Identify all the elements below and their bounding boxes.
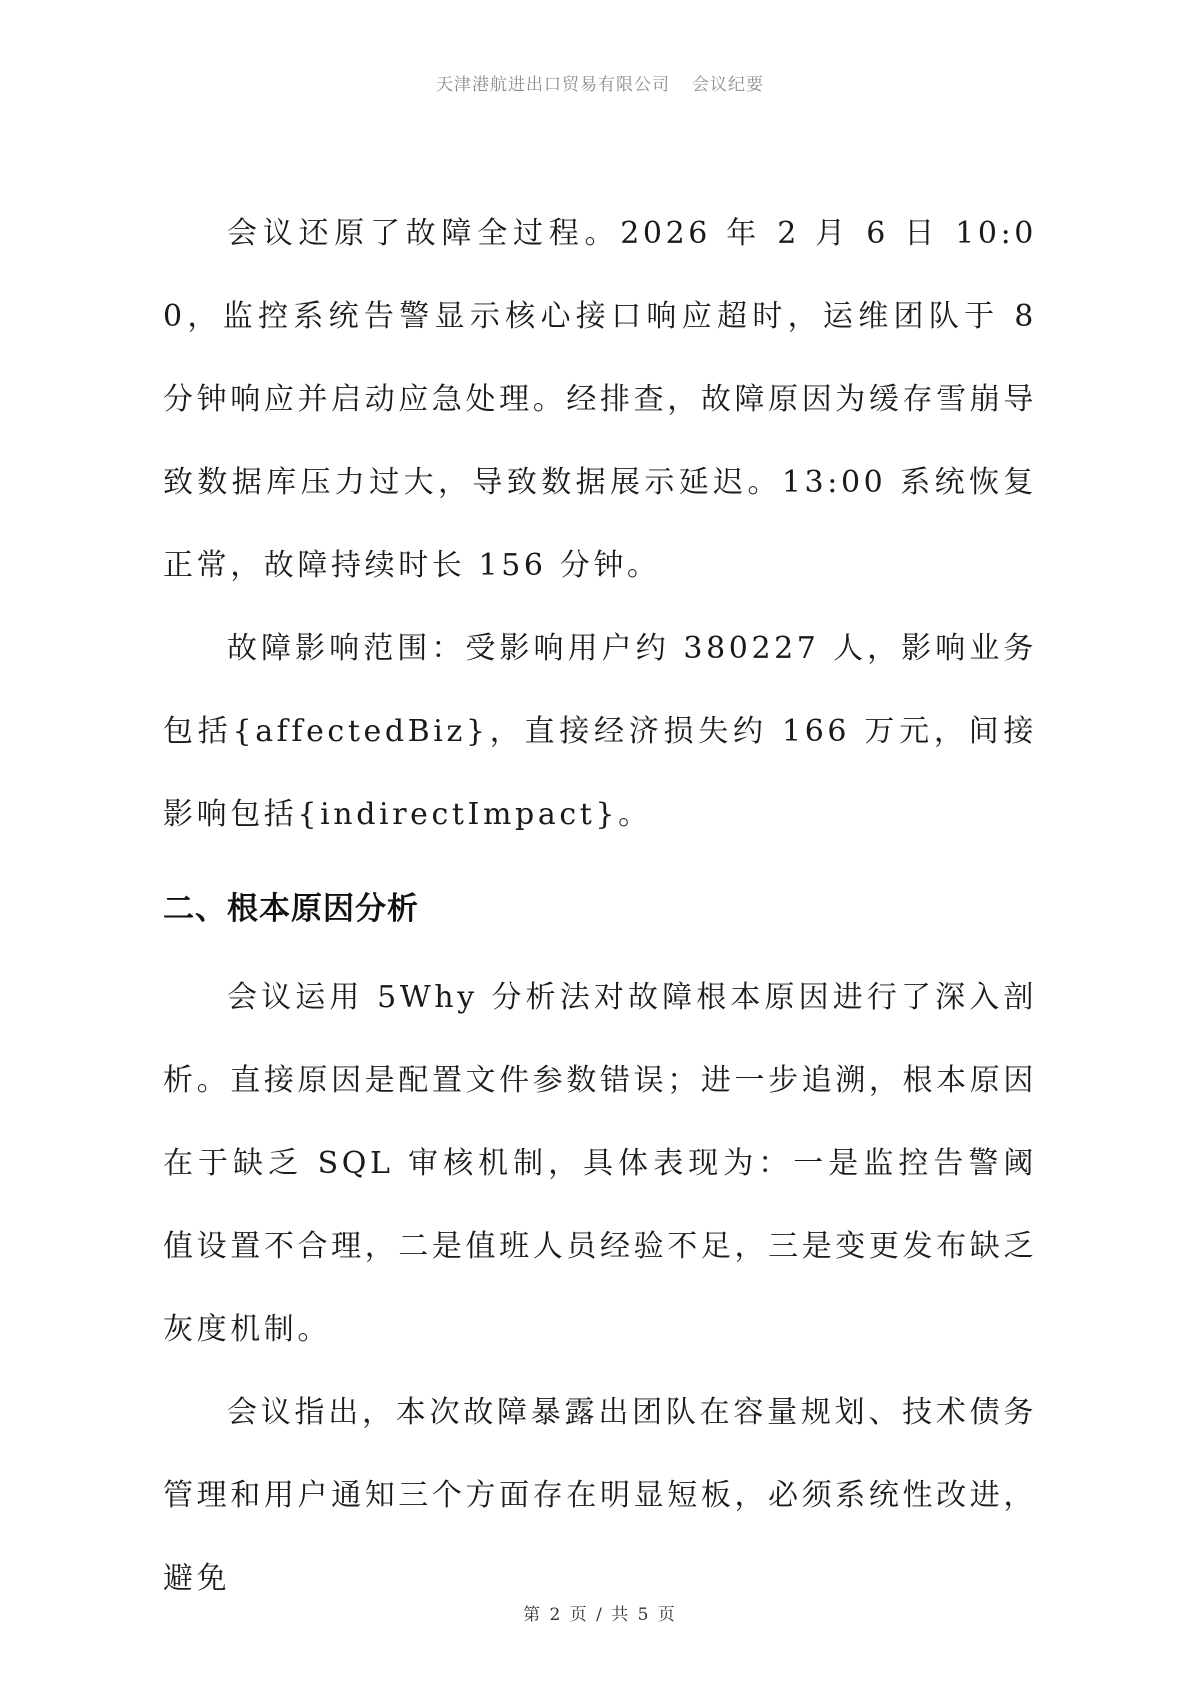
paragraph-conclusion: 会议指出，本次故障暴露出团队在容量规划、技术债务管理和用户通知三个方面存在明显短板，必须系统性改进，避免 — [163, 1395, 1037, 1596]
page-header — [0, 70, 1200, 95]
page-number: 第 2 页 / 共 5 页 — [523, 1605, 677, 1625]
page-footer — [0, 1600, 1200, 1625]
paragraph-root-cause: 会议运用 5Why 分析法对故障根本原因进行了深入剖析。直接原因是配置文件参数错误；进一步追溯，根本原因在于缺乏 SQL 审核机制，具体表现为：一是监控告警阈值设置不合理，二是值班人员经验不足，三是变更发布缺乏灰度机制。 — [163, 980, 1037, 1347]
section-heading-root-cause: 二、根本原因分析 — [163, 891, 419, 927]
paragraph-incident-timeline: 会议还原了故障全过程。2026 年 2 月 6 日 10:00，监控系统告警显示核心接口响应超时，运维团队于 8 分钟响应并启动应急处理。经排查，故障原因为缓存雪崩导致数据库压力过大，导致数据展示延迟。13:00 系统恢复正常，故障持续时长 156 分钟。 — [163, 216, 1037, 583]
header-company: 天津港航进出口贸易有限公司 — [436, 75, 670, 95]
document-body — [163, 192, 1037, 1620]
paragraph-impact-scope: 故障影响范围：受影响用户约 380227 人，影响业务包括{affectedBiz}，直接经济损失约 166 万元，间接影响包括{indirectImpact}。 — [163, 631, 1037, 832]
header-doc-type: 会议纪要 — [692, 75, 764, 95]
